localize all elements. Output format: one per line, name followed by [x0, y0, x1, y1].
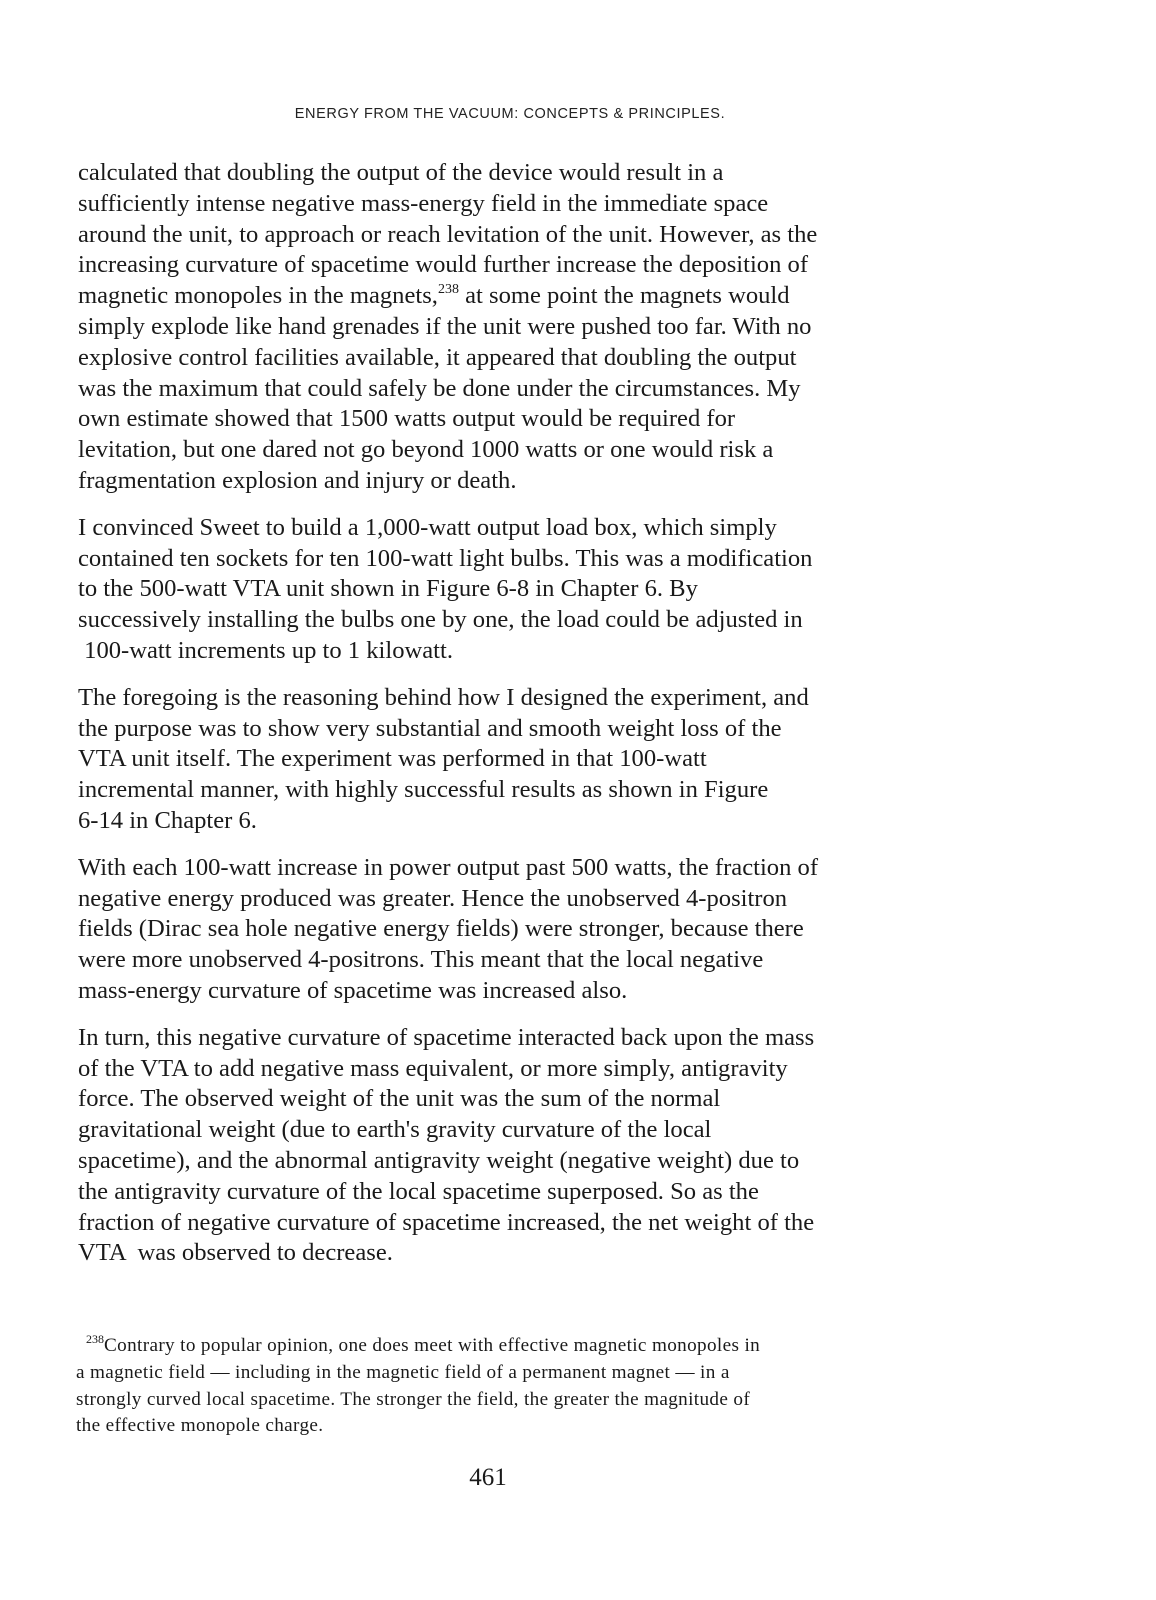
- text-line: explosive control facilities available, it appeared that doubling the output: [78, 343, 797, 371]
- body-text: [78, 158, 918, 1285]
- text-line: own estimate showed that 1500 watts output would be required for: [78, 405, 736, 433]
- paragraph-4: [78, 853, 918, 1007]
- text-segment: at some point the magnets would: [458, 282, 790, 310]
- paragraph-3: [78, 683, 918, 837]
- text-line: the antigravity curvature of the local spacetime superposed. So as the: [78, 1177, 759, 1205]
- text-line: successively installing the bulbs one by one, the load could be adjusted in: [78, 606, 803, 634]
- text-line: fragmentation explosion and injury or death.: [78, 466, 517, 494]
- text-line: the purpose was to show very substantial and smooth weight loss of the: [78, 714, 782, 742]
- paragraph-2: [78, 513, 918, 667]
- footnote-first-line: [76, 1333, 916, 1360]
- paragraph-5: [78, 1023, 918, 1269]
- text-line: around the unit, to approach or reach levitation of the unit. However, as the: [78, 220, 818, 248]
- text-line: fields (Dirac sea hole negative energy fields) were stronger, because there: [78, 915, 804, 943]
- text-line: VTA was observed to decrease.: [78, 1239, 393, 1267]
- footnote-line: strongly curved local spacetime. The stronger the field, the greater the magnitude of: [76, 1388, 751, 1410]
- text-line: In turn, this negative curvature of spacetime interacted back upon the mass: [78, 1023, 815, 1051]
- text-line: VTA unit itself. The experiment was performed in that 100-watt: [78, 745, 707, 773]
- text-line: 100-watt increments up to 1 kilowatt.: [78, 636, 453, 664]
- text-line: gravitational weight (due to earth's gravity curvature of the local: [78, 1116, 712, 1144]
- text-line: 6-14 in Chapter 6.: [78, 806, 257, 834]
- text-line: contained ten sockets for ten 100-watt light bulbs. This was a modification: [78, 544, 813, 572]
- text-line: spacetime), and the abnormal antigravity weight (negative weight) due to: [78, 1146, 800, 1174]
- text-line: simply explode like hand grenades if the unit were pushed too far. With no: [78, 312, 812, 340]
- text-line: of the VTA to add negative mass equivalent, or more simply, antigravity: [78, 1054, 788, 1082]
- footnote: [76, 1333, 916, 1440]
- text-segment: magnetic monopoles in the magnets,: [78, 282, 438, 310]
- text-line: The foregoing is the reasoning behind how I designed the experiment, and: [78, 683, 809, 711]
- text-line: sufficiently intense negative mass-energy field in the immediate space: [78, 189, 769, 217]
- text-line: I convinced Sweet to build a 1,000-watt output load box, which simply: [78, 513, 777, 541]
- text-line: force. The observed weight of the unit was the sum of the normal: [78, 1085, 721, 1113]
- text-line: fraction of negative curvature of spacetime increased, the net weight of the: [78, 1208, 815, 1236]
- footnote-text: Contrary to popular opinion, one does meet with effective magnetic monopoles in: [104, 1335, 761, 1356]
- footnote-reference[interactable]: 238: [437, 282, 459, 298]
- footnote-line: the effective monopole charge.: [76, 1415, 324, 1437]
- text-line: increasing curvature of spacetime would further increase the deposition of: [78, 251, 809, 279]
- text-line: to the 500-watt VTA unit shown in Figure 6-8 in Chapter 6. By: [78, 575, 698, 603]
- footnote-line: a magnetic field — including in the magnetic field of a permanent magnet — in a: [76, 1361, 730, 1383]
- text-line: levitation, but one dared not go beyond 1000 watts or one would risk a: [78, 436, 774, 464]
- text-line: incremental manner, with highly successful results as shown in Figure: [78, 776, 769, 804]
- page-number: 461: [469, 1464, 507, 1491]
- text-line: calculated that doubling the output of the device would result in a: [78, 159, 724, 186]
- running-header: ENERGY FROM THE VACUUM: CONCEPTS & PRINCIPLES.: [294, 106, 726, 122]
- text-line: was the maximum that could safely be done under the circumstances. My: [78, 374, 801, 402]
- text-line: With each 100-watt increase in power output past 500 watts, the fraction of: [78, 853, 819, 881]
- paragraph-1: [78, 158, 918, 497]
- text-line: were more unobserved 4-positrons. This meant that the local negative: [78, 946, 764, 974]
- text-line: mass-energy curvature of spacetime was increased also.: [78, 976, 628, 1004]
- text-line-with-footnote-ref: [78, 281, 918, 312]
- footnote-marker: 238: [86, 1332, 104, 1346]
- text-line: negative energy produced was greater. Hence the unobserved 4-positron: [78, 884, 788, 912]
